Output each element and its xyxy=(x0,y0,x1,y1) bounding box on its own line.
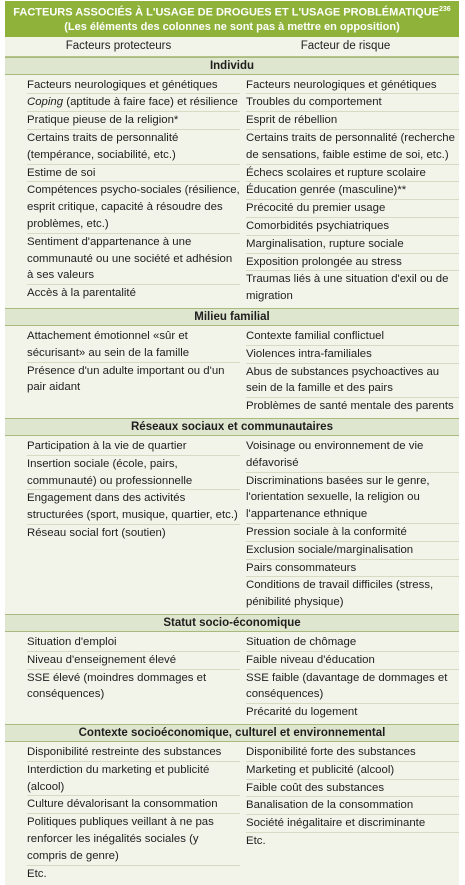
protective-factor-column xyxy=(5,744,240,882)
protective-factor-column xyxy=(5,438,240,611)
item-text: Politiques publiques veillant à ne pas renforcer les inégalités sociales (y compris de genre) xyxy=(27,816,214,862)
protective-factor-item xyxy=(27,456,240,491)
risk-factor-item xyxy=(246,704,459,721)
risk-factor-item xyxy=(246,744,459,762)
column-headers xyxy=(5,37,459,57)
risk-factor-item xyxy=(246,200,459,218)
protective-factor-column xyxy=(5,634,240,721)
item-text: Contexte familial conflictuel xyxy=(246,330,385,343)
item-text: Certains traits de personnalité (tempérance, sociabilité, etc.) xyxy=(27,132,179,161)
item-text: Troubles du comportement xyxy=(246,96,382,109)
item-text: Voisinage ou environnement de vie défavorisé xyxy=(246,440,424,469)
protective-factor-item xyxy=(27,652,240,670)
item-text: Exposition prolongée au stress xyxy=(246,255,402,268)
protective-factor-item xyxy=(27,363,240,397)
column-header-risque: Facteur de risque xyxy=(300,40,391,53)
section-rows xyxy=(5,75,459,308)
item-text: Éducation genrée (masculine)** xyxy=(246,184,407,197)
protective-factor-item xyxy=(27,182,240,233)
table-body xyxy=(5,57,459,885)
section-header: Réseaux sociaux et communautaires xyxy=(5,418,459,436)
risk-factor-item xyxy=(246,165,459,183)
protective-factor-item xyxy=(27,814,240,865)
item-text: Traumas liés à une situation d'exil ou de migration xyxy=(246,273,449,303)
protective-factor-item xyxy=(27,866,240,883)
item-text: Engagement dans des activités structurées (sport, musique, quartier, etc.) xyxy=(27,492,238,522)
risk-factor-item xyxy=(246,328,459,346)
item-text: Insertion sociale (école, pairs, communauté) ou professionnelle xyxy=(27,457,193,487)
item-text: Estime de soi xyxy=(27,166,96,179)
item-text: Niveau d'enseignement élevé xyxy=(27,653,177,666)
item-text: Problèmes de santé mentale des parents xyxy=(246,400,454,413)
protective-factor-item xyxy=(27,525,240,542)
item-text: Certains traits de personnalité (recherche de sensations, faible estime de soi, etc.) xyxy=(246,132,455,161)
risk-factor-item xyxy=(246,797,459,815)
section-header: Statut socio-économique xyxy=(5,614,459,632)
section-header: Individu xyxy=(5,57,459,75)
protective-factor-item xyxy=(27,112,240,130)
section-header: Milieu familial xyxy=(5,308,459,326)
risk-factor-item xyxy=(246,271,459,305)
risk-factor-item xyxy=(246,94,459,112)
table-title xyxy=(5,1,459,37)
item-text: Participation à la vie de quartier xyxy=(27,440,187,452)
risk-factor-item xyxy=(246,524,459,542)
italic-term: Coping xyxy=(27,96,64,109)
risk-factor-item xyxy=(246,780,459,798)
protective-factor-item xyxy=(27,796,240,814)
title-footnote-ref: 236 xyxy=(439,6,451,13)
protective-factor-column xyxy=(5,328,240,415)
risk-factor-item xyxy=(246,670,459,705)
risk-factor-item xyxy=(246,236,459,254)
risk-factor-item xyxy=(246,833,459,850)
item-text: Banalisation de la consommation xyxy=(246,799,414,812)
risk-factor-item xyxy=(246,112,459,130)
protective-factor-item xyxy=(27,77,240,95)
title-text: FACTEURS ASSOCIÉS À L'USAGE DE DROGUES ET L'USAGE PROBLÉMATIQUE xyxy=(13,6,440,19)
item-text: Précarité du logement xyxy=(246,706,358,719)
column-header-protecteurs: Facteurs protecteurs xyxy=(65,40,172,53)
risk-factor-item xyxy=(246,130,459,165)
section-rows xyxy=(5,326,459,418)
risk-factor-item xyxy=(246,398,459,415)
section-rows xyxy=(5,742,459,885)
risk-factor-item xyxy=(246,542,459,560)
item-text: Conditions de travail difficiles (stress, pénibilité physique) xyxy=(246,579,434,609)
risk-factor-column xyxy=(240,438,459,611)
protective-factor-item xyxy=(27,670,240,704)
item-text: Etc. xyxy=(27,867,47,880)
item-text: Pression sociale à la conformité xyxy=(246,525,407,538)
item-text: Culture dévalorisant la consommation xyxy=(27,798,218,811)
risk-factor-item xyxy=(246,577,459,611)
item-text: Compétences psycho-sociales (résilience, esprit critique, capacité à résoudre des problèmes, etc.) xyxy=(27,184,240,231)
item-text: Accès à la parentalité xyxy=(27,287,136,300)
item-text: Marketing et publicité (alcool) xyxy=(246,763,395,776)
title-line-2: (Les éléments des colonnes ne sont pas à mettre en opposition) xyxy=(64,20,400,33)
protective-factor-column xyxy=(5,77,240,305)
risk-factor-item xyxy=(246,77,459,95)
item-text: Esprit de rébellion xyxy=(246,114,338,127)
item-text: Réseau social fort (soutien) xyxy=(27,526,166,539)
item-text: Facteurs neurologiques et génétiques xyxy=(246,78,437,91)
item-text: Attachement émotionnel «sûr et sécurisant» au sein de la famille xyxy=(27,330,190,359)
item-text: Disponibilité forte des substances xyxy=(246,745,416,758)
risk-factor-item xyxy=(246,218,459,236)
item-text: SSE faible (davantage de dommages et conséquences) xyxy=(246,671,448,701)
protective-factor-item xyxy=(27,438,240,456)
risk-factor-column xyxy=(240,744,459,882)
factors-table xyxy=(5,1,459,885)
item-text: Exclusion sociale/marginalisation xyxy=(246,543,414,556)
item-text: SSE élevé (moindres dommages et conséquences) xyxy=(27,671,207,701)
item-text: Situation d'emploi xyxy=(27,635,117,648)
risk-factor-item xyxy=(246,473,459,524)
protective-factor-item xyxy=(27,165,240,183)
protective-factor-item xyxy=(27,234,240,285)
item-text: Échecs scolaires et rupture scolaire xyxy=(246,166,426,179)
item-text: Facteurs neurologiques et génétiques xyxy=(27,78,218,91)
protective-factor-item xyxy=(27,285,240,302)
item-text: (aptitude à faire face) et résilience xyxy=(63,96,238,109)
section-rows xyxy=(5,436,459,614)
item-text: Situation de chômage xyxy=(246,635,357,648)
item-text: Comorbidités psychiatriques xyxy=(246,220,390,233)
risk-factor-item xyxy=(246,438,459,473)
risk-factor-item xyxy=(246,815,459,833)
risk-factor-item xyxy=(246,254,459,272)
item-text: Précocité du premier usage xyxy=(246,202,386,215)
risk-factor-item xyxy=(246,364,459,399)
risk-factor-item xyxy=(246,560,459,578)
item-text: Société inégalitaire et discriminante xyxy=(246,817,426,830)
protective-factor-item xyxy=(27,130,240,165)
item-text: Disponibilité restreinte des substances xyxy=(27,745,222,758)
protective-factor-item xyxy=(27,94,240,112)
item-text: Abus de substances psychoactives au sein de la famille et des pairs xyxy=(246,365,440,395)
risk-factor-column xyxy=(240,328,459,415)
risk-factor-item xyxy=(246,762,459,780)
protective-factor-item xyxy=(27,490,240,525)
item-text: Interdiction du marketing et publicité (alcool) xyxy=(27,763,210,793)
protective-factor-item xyxy=(27,328,240,363)
protective-factor-item xyxy=(27,762,240,797)
risk-factor-column xyxy=(240,77,459,305)
section-rows xyxy=(5,632,459,724)
risk-factor-column xyxy=(240,634,459,721)
item-text: Discriminations basées sur le genre, l'orientation sexuelle, la religion ou l'appartenance ethnique xyxy=(246,474,430,521)
risk-factor-item xyxy=(246,346,459,364)
section-header: Contexte socioéconomique, culturel et environnemental xyxy=(5,724,459,742)
item-text: Faible niveau d'éducation xyxy=(246,653,375,666)
protective-factor-item xyxy=(27,744,240,762)
title-line-1 xyxy=(9,3,455,20)
item-text: Marginalisation, rupture sociale xyxy=(246,237,404,250)
item-text: Sentiment d'appartenance à une communauté ou une société et adhésion à ses valeurs xyxy=(27,235,233,282)
item-text: Etc. xyxy=(246,834,266,847)
item-text: Violences intra-familiales xyxy=(246,347,372,360)
risk-factor-item xyxy=(246,182,459,200)
risk-factor-item xyxy=(246,634,459,652)
item-text: Faible coût des substances xyxy=(246,781,385,794)
risk-factor-item xyxy=(246,652,459,670)
item-text: Présence d'un adulte important ou d'un pair aidant xyxy=(27,364,225,394)
item-text: Pratique pieuse de la religion* xyxy=(27,114,179,127)
item-text: Pairs consommateurs xyxy=(246,561,357,574)
protective-factor-item xyxy=(27,634,240,652)
